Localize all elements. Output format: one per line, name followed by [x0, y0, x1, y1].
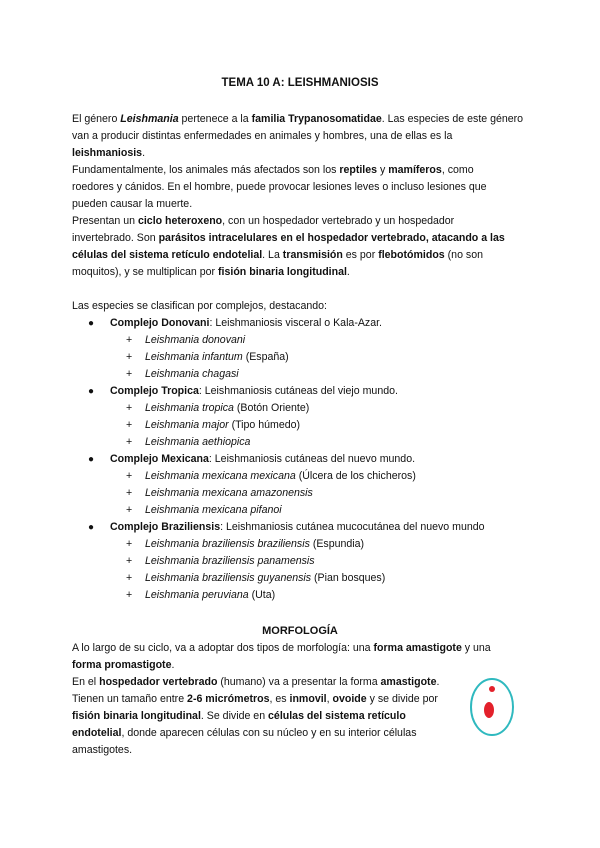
intro-line	[72, 230, 542, 247]
term: parásitos intracelulares en el hospedador vertebrado, atacando a las	[158, 232, 505, 244]
intro-line	[72, 162, 542, 179]
complex-name: Complejo Mexicana	[110, 453, 209, 465]
term: flebotómidos	[378, 249, 445, 261]
amastigote-cell-illustration	[467, 676, 517, 738]
text: , es	[269, 693, 290, 705]
morf-line	[72, 725, 472, 742]
species-note: (España)	[242, 351, 289, 363]
text: A lo largo de su ciclo, va a adoptar dos tipos de morfología: una	[72, 642, 374, 654]
morf-line	[72, 674, 472, 691]
intro-line	[72, 111, 542, 128]
text: , donde aparecen células con su núcleo y en su interior células	[121, 727, 417, 739]
term: reptiles	[339, 164, 378, 176]
species-note: (Úlcera de los chicheros)	[295, 470, 416, 482]
term: forma promastigote	[72, 659, 172, 671]
species-item	[72, 349, 542, 366]
species-item	[72, 468, 542, 485]
complex-name: Complejo Donovani	[110, 317, 210, 329]
term: 2-6 micrómetros	[187, 693, 270, 705]
species-item	[72, 536, 542, 553]
intro-section	[72, 111, 542, 604]
text: Tienen un tamaño entre	[72, 693, 188, 705]
intro-line: roedores y cánidos. En el hombre, puede provocar lesiones leves o incluso lesiones que	[72, 181, 487, 193]
species-name: Leishmania major	[145, 419, 229, 431]
morfologia-section	[72, 640, 491, 759]
complex-list	[72, 315, 542, 604]
intro-line: van a producir distintas enfermedades en animales y hombres, una de ellas es la	[72, 130, 453, 142]
term: ovoide	[332, 693, 367, 705]
complex-item	[72, 383, 542, 400]
species-note: (Tipo húmedo)	[228, 419, 301, 431]
species-note: (Espundia)	[309, 538, 365, 550]
complex-desc: : Leishmaniosis cutáneas del nuevo mundo.	[208, 453, 416, 465]
text: es por	[342, 249, 379, 261]
species-item	[72, 366, 542, 383]
species-item	[72, 400, 542, 417]
species-item	[72, 570, 542, 587]
text: .	[346, 266, 350, 278]
term: hospedador vertebrado	[99, 676, 218, 688]
species-name: Leishmania chagasi	[145, 368, 239, 380]
intro-line	[72, 247, 542, 264]
text: moquitos), y se multiplican por	[72, 266, 219, 278]
plus-icon: +	[126, 368, 133, 380]
complex-desc: : Leishmaniosis cutánea mucocutánea del nuevo mundo	[220, 521, 485, 533]
bullet-icon: ●	[88, 454, 95, 465]
intro-line: Las especies se clasifican por complejos, destacando:	[72, 300, 327, 312]
bullet-icon: ●	[88, 522, 95, 533]
morf-line	[72, 691, 472, 708]
species-name: Leishmania infantum	[145, 351, 243, 363]
complex-desc: : Leishmaniosis visceral o Kala-Azar.	[209, 317, 382, 329]
plus-icon: +	[126, 402, 133, 414]
species-note: (Botón Oriente)	[233, 402, 310, 414]
bullet-icon: ●	[88, 386, 95, 397]
family-name: familia Trypanosomatidae	[251, 113, 382, 125]
kinetoplast-dot	[489, 686, 495, 692]
plus-icon: +	[126, 555, 133, 567]
text: . Se divide en	[200, 710, 269, 722]
term: mamíferos	[388, 164, 442, 176]
bullet-icon: ●	[88, 318, 95, 329]
text: . La	[262, 249, 283, 261]
species-item	[72, 553, 542, 570]
nucleus	[484, 702, 494, 718]
complex-name: Complejo Braziliensis	[110, 521, 221, 533]
text: . Las especies de este género	[381, 113, 524, 125]
text: (humano) va a presentar la forma	[217, 676, 381, 688]
plus-icon: +	[126, 572, 133, 584]
species-name: Leishmania peruviana	[145, 589, 249, 601]
term: inmovil	[289, 693, 327, 705]
text: .	[171, 659, 175, 671]
plus-icon: +	[126, 334, 133, 346]
text: , como	[441, 164, 474, 176]
intro-line	[72, 145, 542, 162]
plus-icon: +	[126, 419, 133, 431]
complex-item	[72, 519, 542, 536]
term: amastigote	[380, 676, 437, 688]
species-item	[72, 332, 542, 349]
genus-name: Leishmania	[120, 113, 179, 125]
species-name: Leishmania tropica	[145, 402, 234, 414]
disease-name: leishmaniosis	[72, 147, 143, 159]
species-note: (Uta)	[248, 589, 276, 601]
intro-line	[72, 213, 542, 230]
text: Fundamentalmente, los animales más afectados son los	[72, 164, 340, 176]
complex-name: Complejo Tropica	[110, 385, 199, 397]
species-item	[72, 485, 542, 502]
text: y se divide por	[366, 693, 438, 705]
species-item	[72, 434, 542, 451]
term: transmisión	[282, 249, 343, 261]
term: células del sistema retículo endotelial	[72, 249, 263, 261]
text: .	[142, 147, 146, 159]
term: endotelial	[72, 727, 122, 739]
term: fisión binaria longitudinal	[72, 710, 201, 722]
species-name: Leishmania mexicana mexicana	[145, 470, 296, 482]
species-note: (Pian bosques)	[311, 572, 386, 584]
text: y una	[461, 642, 491, 654]
species-item	[72, 502, 542, 519]
text: Presentan un	[72, 215, 138, 227]
complex-desc: : Leishmaniosis cutáneas del viejo mundo.	[198, 385, 398, 397]
species-name: Leishmania donovani	[145, 334, 246, 346]
species-name: Leishmania braziliensis panamensis	[145, 555, 315, 567]
plus-icon: +	[126, 487, 133, 499]
species-item	[72, 417, 542, 434]
plus-icon: +	[126, 436, 133, 448]
complex-item	[72, 315, 542, 332]
morf-line	[72, 640, 491, 657]
paragraph-gap	[72, 281, 542, 298]
species-name: Leishmania mexicana pifanoi	[145, 504, 282, 516]
section-heading: MORFOLOGÍA	[262, 625, 338, 637]
text: El género	[72, 113, 121, 125]
intro-line: pueden causar la muerte.	[72, 198, 193, 210]
species-name: Leishmania braziliensis guyanensis	[145, 572, 312, 584]
term: células del sistema retículo	[268, 710, 406, 722]
intro-line	[72, 264, 542, 281]
plus-icon: +	[126, 504, 133, 516]
species-name: Leishmania aethiopica	[145, 436, 251, 448]
text: En el	[72, 676, 100, 688]
term: ciclo heteroxeno	[137, 215, 223, 227]
text: y	[377, 164, 389, 176]
text: invertebrado. Son	[72, 232, 159, 244]
plus-icon: +	[126, 538, 133, 550]
text: .	[436, 676, 440, 688]
species-item	[72, 587, 542, 604]
species-name: Leishmania mexicana amazonensis	[145, 487, 313, 499]
species-name: Leishmania braziliensis braziliensis	[145, 538, 310, 550]
term: fisión binaria longitudinal	[218, 266, 347, 278]
text: ,	[326, 693, 333, 705]
plus-icon: +	[126, 589, 133, 601]
page-title: TEMA 10 A: LEISHMANIOSIS	[221, 77, 379, 89]
plus-icon: +	[126, 470, 133, 482]
text: (no son	[444, 249, 483, 261]
plus-icon: +	[126, 351, 133, 363]
morf-line: amastigotes.	[72, 744, 133, 756]
text: , con un hospedador vertebrado y un hospedador	[222, 215, 455, 227]
morf-line	[72, 657, 472, 674]
morf-line	[72, 708, 472, 725]
complex-item	[72, 451, 542, 468]
term: forma amastigote	[373, 642, 462, 654]
text: pertenece a la	[178, 113, 252, 125]
